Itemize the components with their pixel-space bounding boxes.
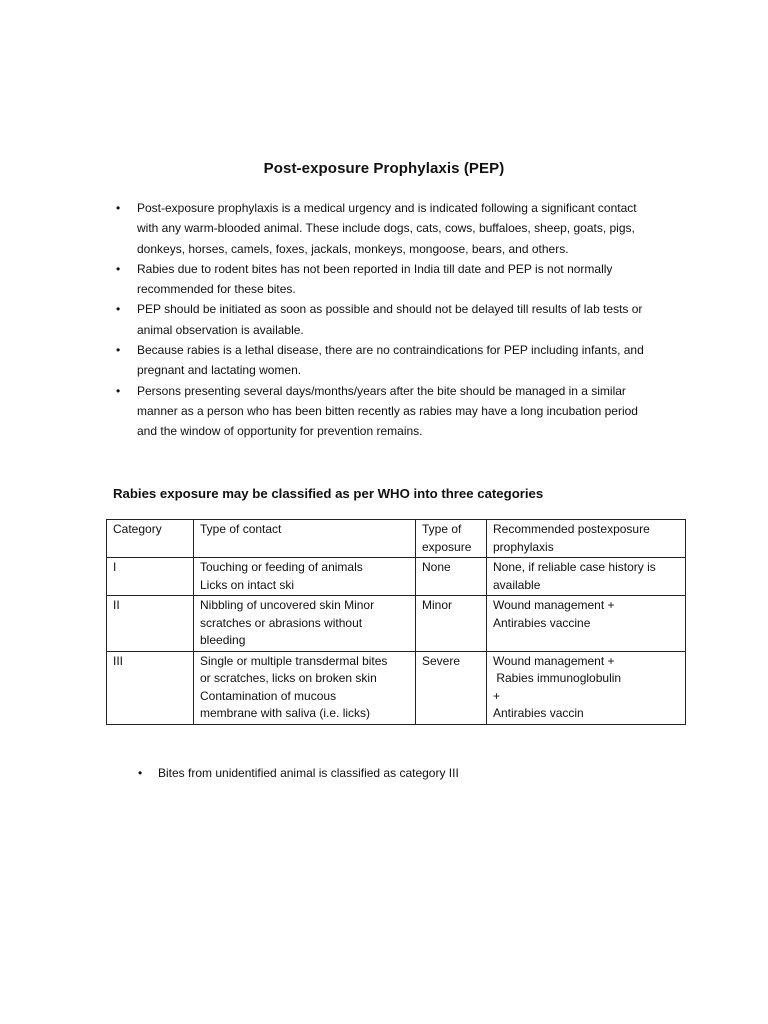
cell-type-of-contact — [194, 596, 416, 652]
cell-text-line: III — [113, 653, 124, 668]
cell-type-of-contact — [194, 558, 416, 596]
who-exposure-category-table — [106, 519, 686, 725]
cell-text-line: Category — [113, 522, 162, 536]
cell-text-line: or scratches, licks on broken skin — [200, 671, 377, 685]
pep-bullet-item — [113, 259, 673, 300]
cell-text-line: Single or multiple transdermal bites — [200, 653, 388, 668]
cell-category — [107, 596, 194, 652]
table-header-row — [107, 520, 686, 558]
cell-text-line: Antirabies vaccin — [493, 706, 584, 720]
bullet-text-line: pregnant and lactating women. — [137, 363, 302, 378]
cell-text-line: Antirabies vaccine — [493, 615, 591, 630]
pep-bullet-item — [113, 340, 673, 381]
cell-text-line: Wound management + — [493, 598, 615, 612]
cell-text-line: Severe — [422, 653, 461, 668]
cell-type-of-contact — [194, 651, 416, 724]
header-type-of-exposure — [416, 520, 487, 558]
cell-type-of-exposure — [416, 596, 487, 652]
cell-text-line: None — [422, 560, 451, 574]
bullet-marker: • — [116, 383, 121, 398]
cell-text-line: None, if reliable case history is — [493, 560, 656, 574]
bullet-text-line: and the window of opportunity for prevention remains. — [137, 424, 423, 439]
bullet-text-line: Bites from unidentified animal is classified as category III — [158, 766, 459, 780]
cell-text-line: Nibbling of uncovered skin Minor — [200, 598, 375, 612]
footer-bullet-list — [135, 763, 675, 783]
bullet-marker: • — [138, 766, 143, 780]
cell-text-line: I — [113, 560, 117, 574]
cell-text-line: scratches or abrasions without — [200, 615, 363, 630]
cell-type-of-exposure — [416, 558, 487, 596]
bullet-marker: • — [116, 302, 121, 317]
table-body — [107, 558, 686, 725]
bullet-text-line: donkeys, horses, camels, foxes, jackals, monkeys, mongoose, bears, and others. — [137, 241, 569, 256]
bullet-marker: • — [116, 343, 121, 358]
bullet-marker: • — [116, 201, 121, 215]
header-recommended-pep — [487, 520, 686, 558]
cell-recommended-pep — [487, 558, 686, 596]
bullet-text-line: Post-exposure prophylaxis is a medical urgency and is indicated following a significant contact — [137, 201, 637, 215]
cell-text-line: II — [113, 598, 120, 612]
cell-text-line: membrane with saliva (i.e. licks) — [200, 706, 371, 720]
pep-bullet-item — [113, 381, 673, 442]
cell-type-of-exposure — [416, 651, 487, 724]
pep-bullet-item — [113, 299, 673, 340]
cell-text-line: Type of contact — [200, 522, 282, 536]
cell-text-line: available — [493, 577, 541, 592]
cell-text-line: Rabies immunoglobulin — [493, 671, 622, 685]
cell-recommended-pep — [487, 596, 686, 652]
cell-recommended-pep — [487, 651, 686, 724]
cell-category — [107, 651, 194, 724]
bullet-text-line: Rabies due to rodent bites has not been reported in India till date and PEP is not normally — [137, 261, 613, 276]
table-row — [107, 651, 686, 724]
pep-bullet-list — [113, 198, 673, 442]
bullet-text-line: PEP should be initiated as soon as possible and should not be delayed till results of lab tests or — [137, 302, 643, 317]
bullet-marker: • — [116, 261, 121, 276]
cell-text-line: Licks on intact ski — [200, 577, 295, 592]
table-heading: Rabies exposure may be classified as per WHO into three categories — [113, 486, 544, 501]
cell-text-line: Touching or feeding of animals — [200, 560, 363, 574]
header-type-of-contact — [194, 520, 416, 558]
cell-text-line: Wound management + — [493, 653, 615, 668]
cell-text-line: Recommended postexposure — [493, 522, 650, 536]
header-category — [107, 520, 194, 558]
bullet-text-line: Because rabies is a lethal disease, there are no contraindications for PEP including infants, and — [137, 343, 644, 358]
cell-category — [107, 558, 194, 596]
bullet-text-line: with any warm-blooded animal. These include dogs, cats, cows, buffaloes, sheep, goats, pigs, — [137, 221, 635, 236]
cell-text-line: exposure — [422, 539, 472, 554]
cell-text-line: bleeding — [200, 633, 246, 647]
table-row — [107, 558, 686, 596]
bullet-text-line: recommended for these bites. — [137, 282, 296, 297]
document-title: Post-exposure Prophylaxis (PEP) — [263, 160, 505, 177]
cell-text-line: Type of — [422, 522, 462, 536]
bullet-text-line: Persons presenting several days/months/years after the bite should be managed in a similar — [137, 383, 626, 398]
cell-text-line: Contamination of mucous — [200, 688, 337, 703]
cell-text-line: prophylaxis — [493, 539, 554, 554]
footer-bullet-item — [135, 763, 675, 783]
table-row — [107, 596, 686, 652]
pep-bullet-item — [113, 198, 673, 259]
bullet-text-line: manner as a person who has been bitten recently as rabies may have a long incubation period — [137, 403, 638, 418]
cell-text-line: Minor — [422, 598, 453, 612]
bullet-text-line: animal observation is available. — [137, 322, 304, 337]
cell-text-line: + — [493, 688, 501, 703]
